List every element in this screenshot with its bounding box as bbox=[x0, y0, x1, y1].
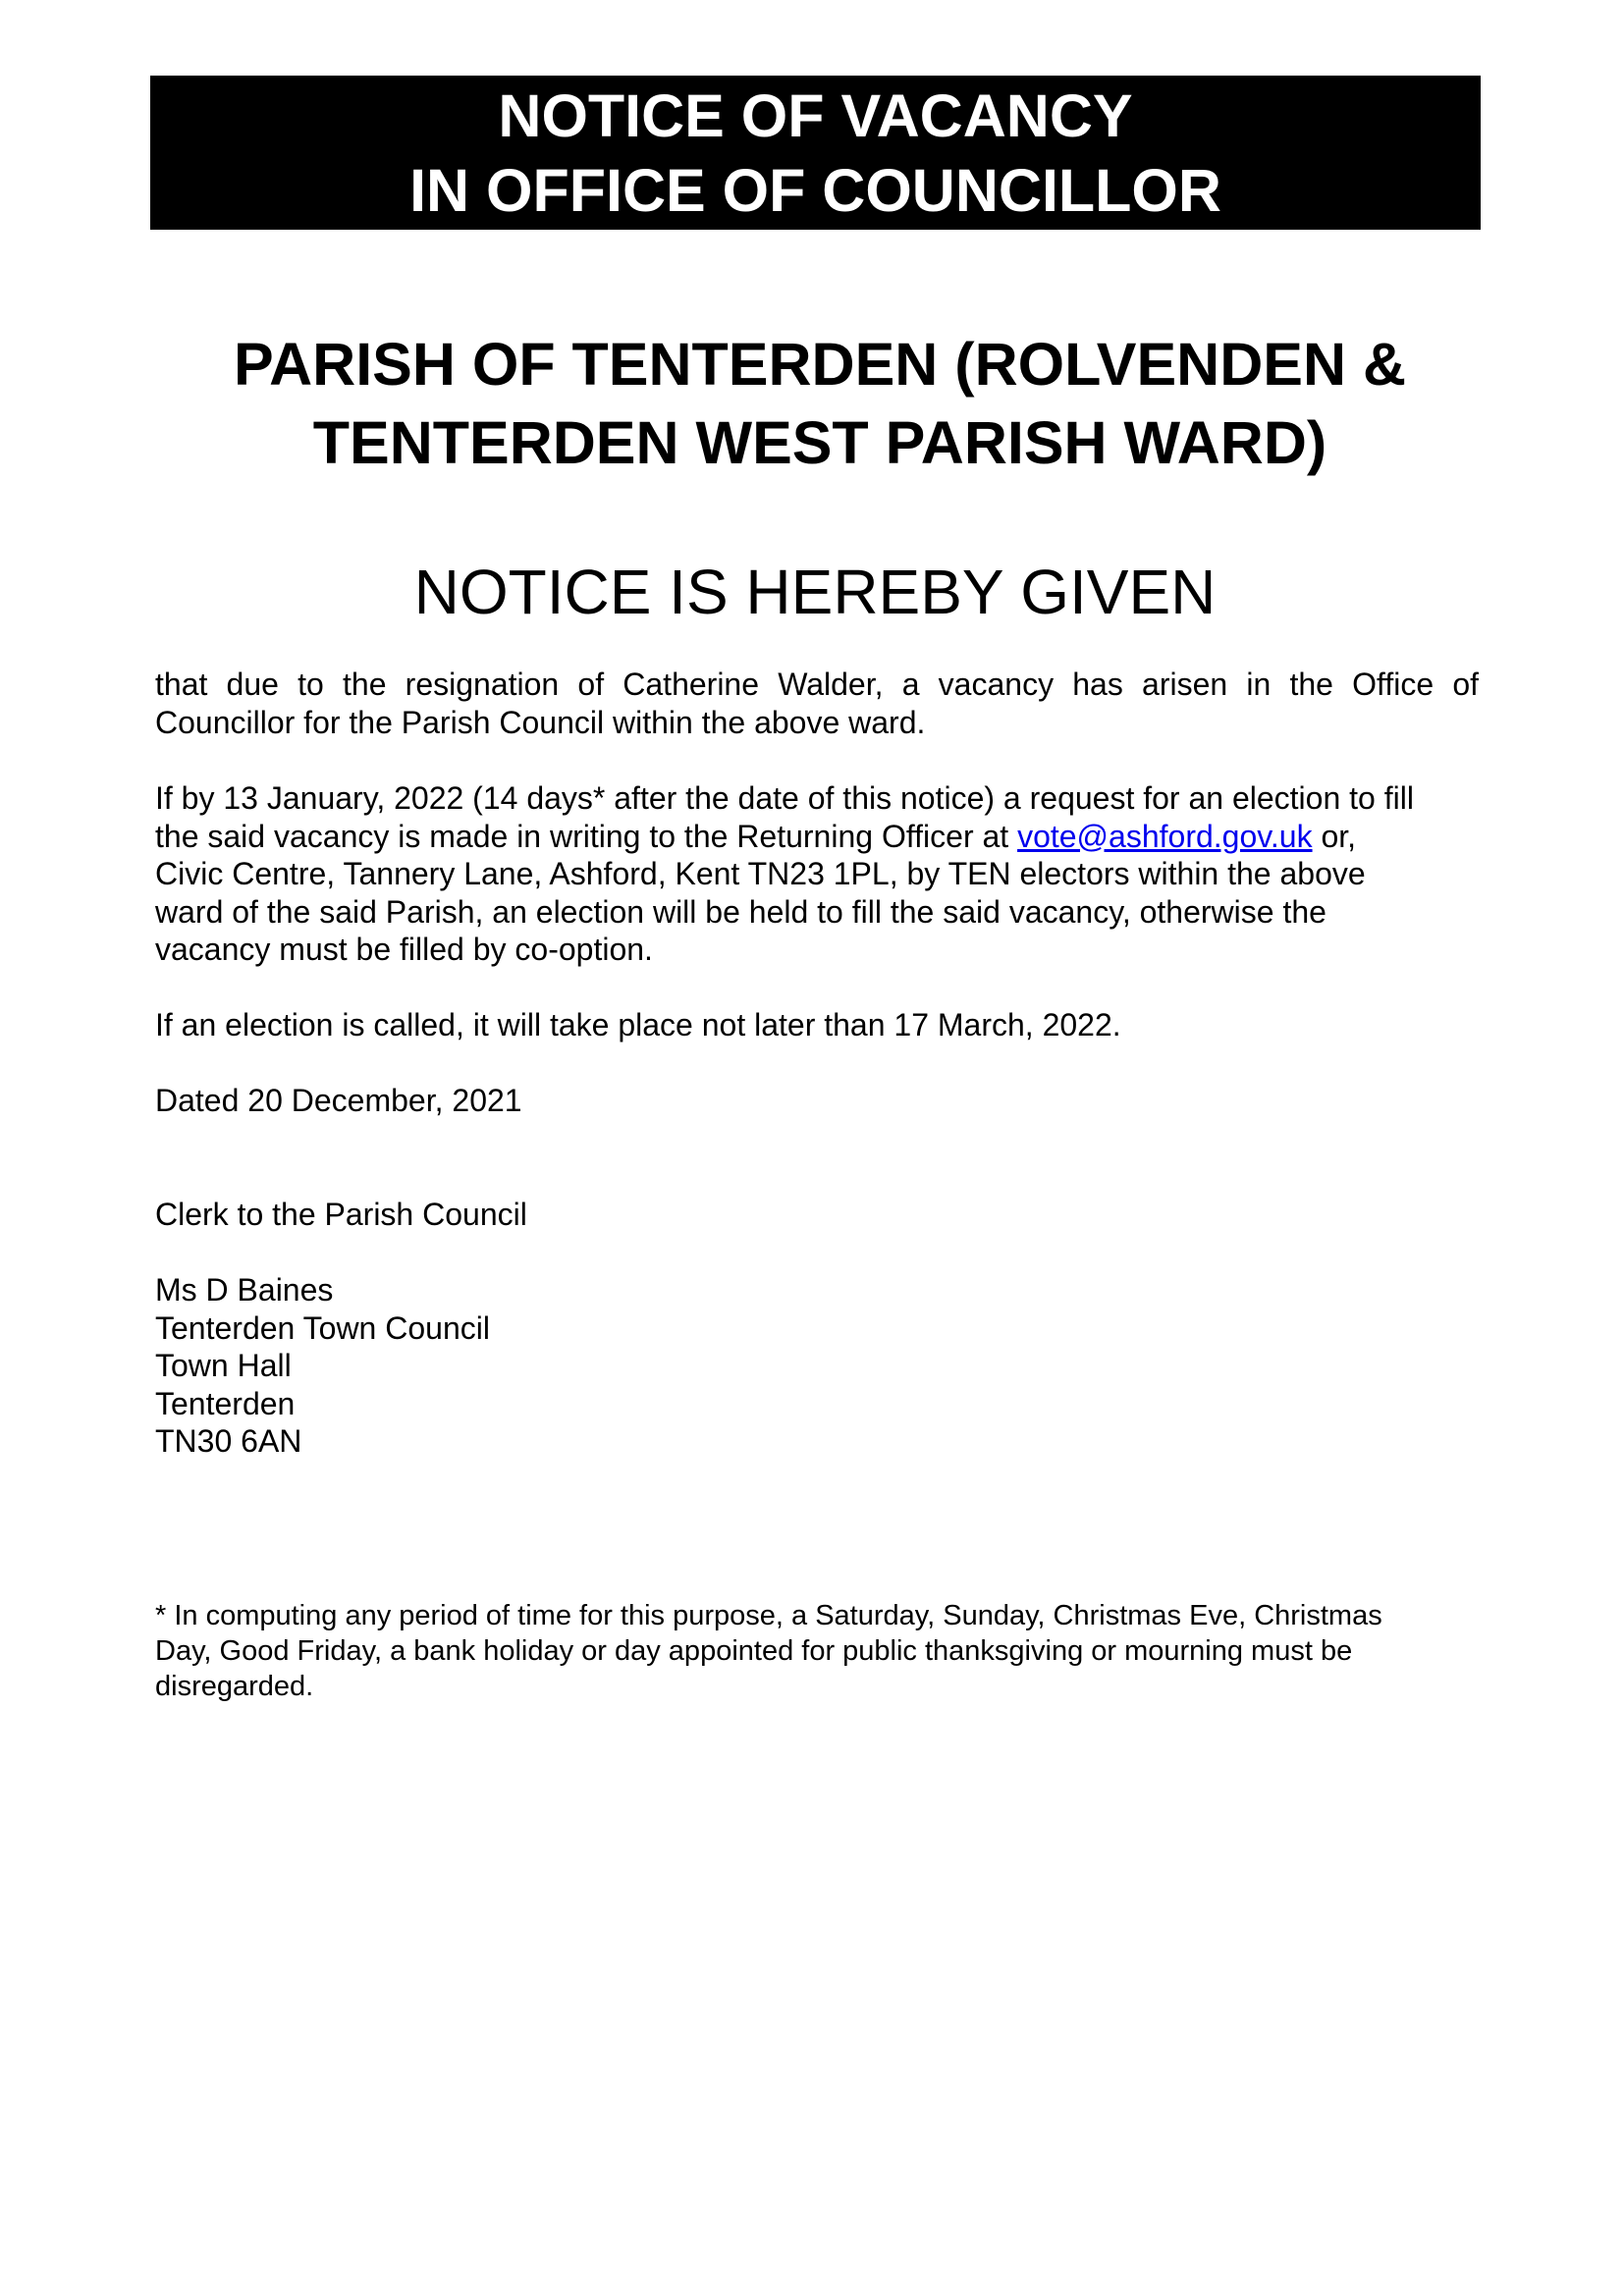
paragraph-election-line-2-tail: or, bbox=[1312, 818, 1357, 854]
paragraph-election-line-3: Civic Centre, Tannery Lane, Ashford, Kent TN23 1PL, by TEN electors within the above bbox=[155, 856, 1366, 891]
parish-title bbox=[147, 325, 1492, 482]
footnote-line-3: disregarded. bbox=[155, 1671, 314, 1702]
paragraph-election-date: If an election is called, it will take place not later than 17 March, 2022. bbox=[155, 1007, 1121, 1042]
address-postcode: TN30 6AN bbox=[155, 1423, 302, 1459]
paragraph-resignation-line-1: that due to the resignation of Catherine Walder, a vacancy has arisen in the Office of bbox=[155, 667, 1479, 702]
returning-officer-email-link[interactable]: vote@ashford.gov.uk bbox=[1017, 818, 1313, 854]
notice-banner bbox=[150, 76, 1481, 230]
paragraph-election-line-5: vacancy must be filled by co-option. bbox=[155, 932, 653, 967]
address-town: Tenterden bbox=[155, 1385, 296, 1421]
clerk-title: Clerk to the Parish Council bbox=[155, 1197, 527, 1232]
footnote-line-1: * In computing any period of time for this purpose, a Saturday, Sunday, Christmas Eve, Christmas bbox=[155, 1600, 1382, 1631]
banner-title-line-2: IN OFFICE OF COUNCILLOR bbox=[409, 157, 1221, 224]
notice-heading: NOTICE IS HEREBY GIVEN bbox=[413, 557, 1217, 627]
footnote bbox=[155, 1598, 1479, 1704]
footnote-line-2: Day, Good Friday, a bank holiday or day appointed for public thanksgiving or mourning must be bbox=[155, 1635, 1353, 1667]
parish-title-line-1: PARISH OF TENTERDEN (ROLVENDEN & bbox=[233, 331, 1407, 398]
paragraph-election-line-2 bbox=[155, 818, 1479, 856]
paragraph-election-line-4: ward of the said Parish, an election will be held to fill the said vacancy, otherwise the bbox=[155, 893, 1326, 930]
address-building: Town Hall bbox=[155, 1348, 292, 1383]
parish-title-line-2: TENTERDEN WEST PARISH WARD) bbox=[312, 409, 1327, 476]
clerk-name: Ms D Baines bbox=[155, 1272, 334, 1308]
paragraph-resignation bbox=[155, 666, 1479, 741]
paragraph-election-line-1: If by 13 January, 2022 (14 days* after the date of this notice) a request for an election to fill bbox=[155, 780, 1414, 816]
address-organisation: Tenterden Town Council bbox=[155, 1309, 490, 1346]
paragraph-election-request bbox=[155, 779, 1479, 969]
clerk-address bbox=[155, 1271, 1479, 1461]
paragraph-election-line-2-text: the said vacancy is made in writing to the Returning Officer at bbox=[155, 818, 1018, 854]
dated-line: Dated 20 December, 2021 bbox=[155, 1083, 522, 1118]
paragraph-resignation-line-2: Councillor for the Parish Council within the above ward. bbox=[155, 704, 926, 740]
banner-title-line-1: NOTICE OF VACANCY bbox=[498, 82, 1133, 149]
